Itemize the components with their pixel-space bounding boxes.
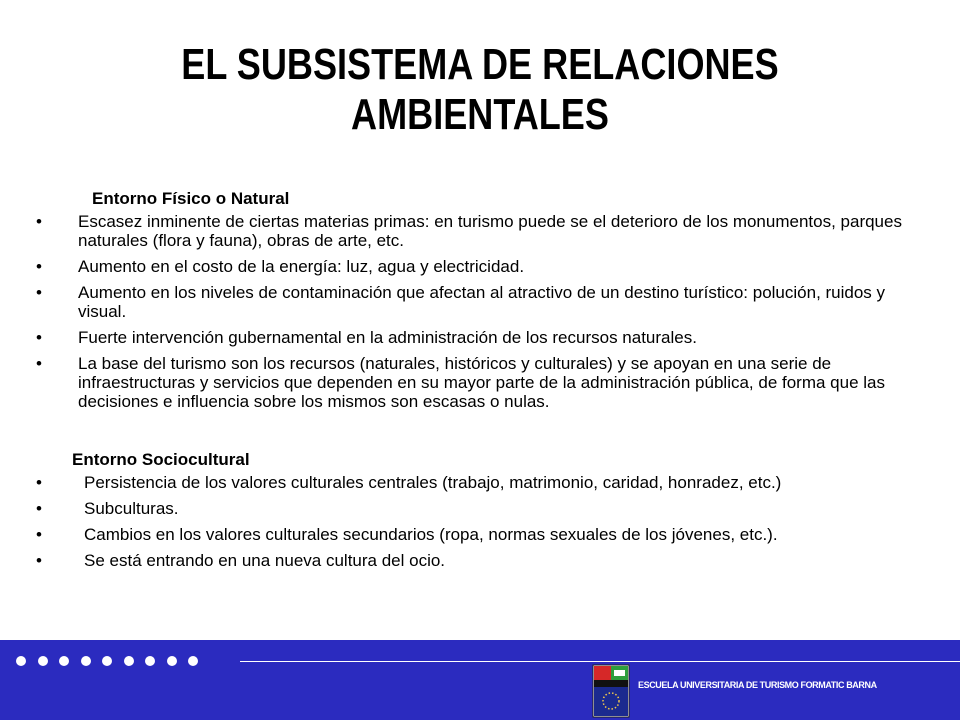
footer-divider-line <box>240 661 960 662</box>
section-heading: Entorno Físico o Natural <box>92 189 290 208</box>
bullet-list <box>36 473 916 570</box>
bullet-icon: • <box>36 551 42 570</box>
decorative-dot <box>188 656 198 666</box>
list-item <box>36 473 916 492</box>
decorative-dot <box>102 656 112 666</box>
slide-title: EL SUBSISTEMA DE RELACIONES AMBIENTALES <box>181 40 779 139</box>
list-item <box>36 499 916 518</box>
list-item-text: Aumento en los niveles de contaminación que afectan al atractivo de un destino turístico: polución, ruidos y visual. <box>78 283 886 321</box>
list-item <box>36 354 916 411</box>
section-physical-environment <box>36 189 916 418</box>
school-name: ESCUELA UNIVERSITARIA DE TURISMO FORMATIC BARNA <box>638 680 877 690</box>
bullet-icon: • <box>36 354 42 373</box>
decorative-dot <box>167 656 177 666</box>
bullet-icon: • <box>36 283 42 302</box>
bullet-icon: • <box>36 525 42 544</box>
decorative-dot <box>145 656 155 666</box>
list-item <box>36 551 916 570</box>
decorative-dot <box>59 656 69 666</box>
decorative-dot <box>16 656 26 666</box>
list-item <box>36 212 916 250</box>
list-item-text: Subculturas. <box>84 499 179 518</box>
list-item-text: Se está entrando en una nueva cultura del ocio. <box>84 551 446 570</box>
list-item <box>36 283 916 321</box>
list-item-text: Escasez inminente de ciertas materias primas: en turismo puede se el deterioro de los monumentos, parques naturales (flora y fauna), obras de arte, etc. <box>78 212 902 250</box>
school-crest-logo-icon <box>592 664 630 718</box>
bullet-icon: • <box>36 499 42 518</box>
list-item <box>36 328 916 347</box>
list-item-text: Cambios en los valores culturales secundarios (ropa, normas sexuales de los jóvenes, etc.). <box>84 525 778 544</box>
footer-dots <box>16 656 198 666</box>
section-sociocultural-environment <box>36 450 916 577</box>
list-item-text: Fuerte intervención gubernamental en la administración de los recursos naturales. <box>78 328 697 347</box>
bullet-list <box>36 212 916 411</box>
bullet-icon: • <box>36 212 42 231</box>
list-item-text: La base del turismo son los recursos (naturales, históricos y culturales) y se apoyan en una serie de infraestructuras y servicios que dependen en su mayor parte de la administración pública, de forma que las decisiones e influencia sobre los mismos son escasas o nulas. <box>78 354 885 411</box>
bullet-icon: • <box>36 257 42 276</box>
section-heading: Entorno Sociocultural <box>72 450 250 469</box>
decorative-dot <box>124 656 134 666</box>
bullet-icon: • <box>36 328 42 347</box>
list-item <box>36 525 916 544</box>
bullet-icon: • <box>36 473 42 492</box>
list-item-text: Aumento en el costo de la energía: luz, agua y electricidad. <box>78 257 525 276</box>
list-item <box>36 257 916 276</box>
decorative-dot <box>38 656 48 666</box>
decorative-dot <box>81 656 91 666</box>
list-item-text: Persistencia de los valores culturales centrales (trabajo, matrimonio, caridad, honradez, etc.) <box>84 473 782 492</box>
